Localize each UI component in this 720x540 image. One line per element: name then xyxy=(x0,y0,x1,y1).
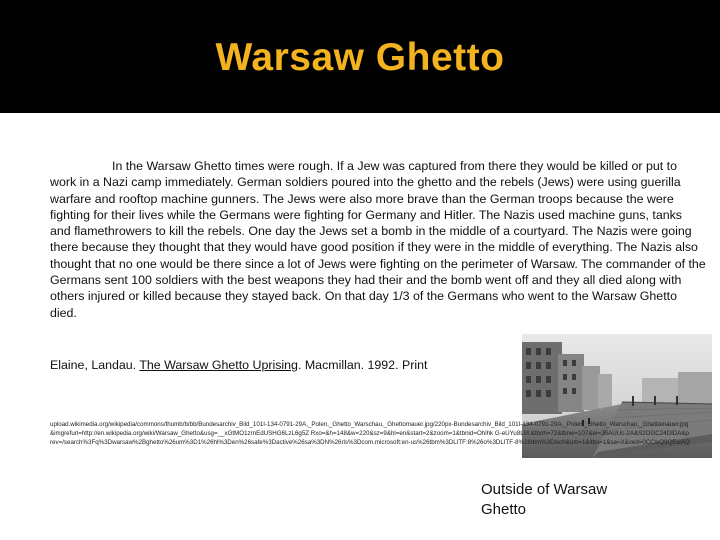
citation xyxy=(50,358,520,372)
citation-publisher: . Macmillan. 1992. Print xyxy=(297,358,428,372)
slide-title: Warsaw Ghetto xyxy=(215,36,505,79)
citation-author: Elaine, Landau. xyxy=(50,358,137,372)
photo-caption: Outside of Warsaw Ghetto xyxy=(481,481,608,518)
body-paragraph: In the Warsaw Ghetto times were rough. If a Jew was captured from there they would be killed or put to work in a Nazi camp immediately. German soldiers poured into the ghetto and the rebels (Jews) were using guerilla warfare and rooftop machine gunners. The Jews were also more brave than the German troops because the were fighting for their lives while the Germans were fighting for Germany and Hitler. The Nazis used machine guns, tanks and flamethrowers to kill the rebels. One day the Jews set a bomb in the middle of a courtyard. The Nazis were going there because they thought that they would have good position if they were in the middle of everything. The Nazis also thought that no one would be there since a lot of Jews were fighting on the perimeter of Warsaw. The commander of the Germans sent 100 soldiers with the best weapons they had their and the bomb went off and they all died along with others injured or killed because they stayed back. On that day 1/3 of the Germans who went to the Warsaw Ghetto died. xyxy=(50,159,706,320)
citation-book-title: The Warsaw Ghetto Uprising xyxy=(139,358,298,372)
image-source-url[interactable]: upload.wikimedia.org/wikipedia/commons/thumb/b/bb/Bundesarchiv_Bild_101I-134-0791-29A,_Polen,_Ghetto_Warschau,_Ghettomauer.jpg/220px-Bundesarchiv_Bild_101I-134-0791-29A,_Polen,_Ghetto_Warschau,_Ghettomauer.jpg&imgrefurl=http://en.wikipedia.org/wiki/Warsaw_Ghetto&usg=__xGtMO1zrnEdUSHG6LzL6g5Z Rxo=&h=148&w=220&sz=9&hl=en&start=2&zoom=1&tbnid=Ohlhk G-eUYu8LM:&tbnh=72&tbnw=107&ei=JBAUUc-2A&S2OGC24DIDA&prev=/search%3Fq%3Dwarsaw%2Bghetto%26um%3D1%26hl%3Den%26safe%3Dactive%26sa%3DN%26rls%3Dcom.microsoft:en-us%26tbm%3DLITF:8%26o%3DLITF-8%26tbm%3Disch&um=1&itbs=1&sa=X&ved=0CCwQ9QEwAQ xyxy=(50,421,690,446)
title-bar xyxy=(0,0,720,113)
